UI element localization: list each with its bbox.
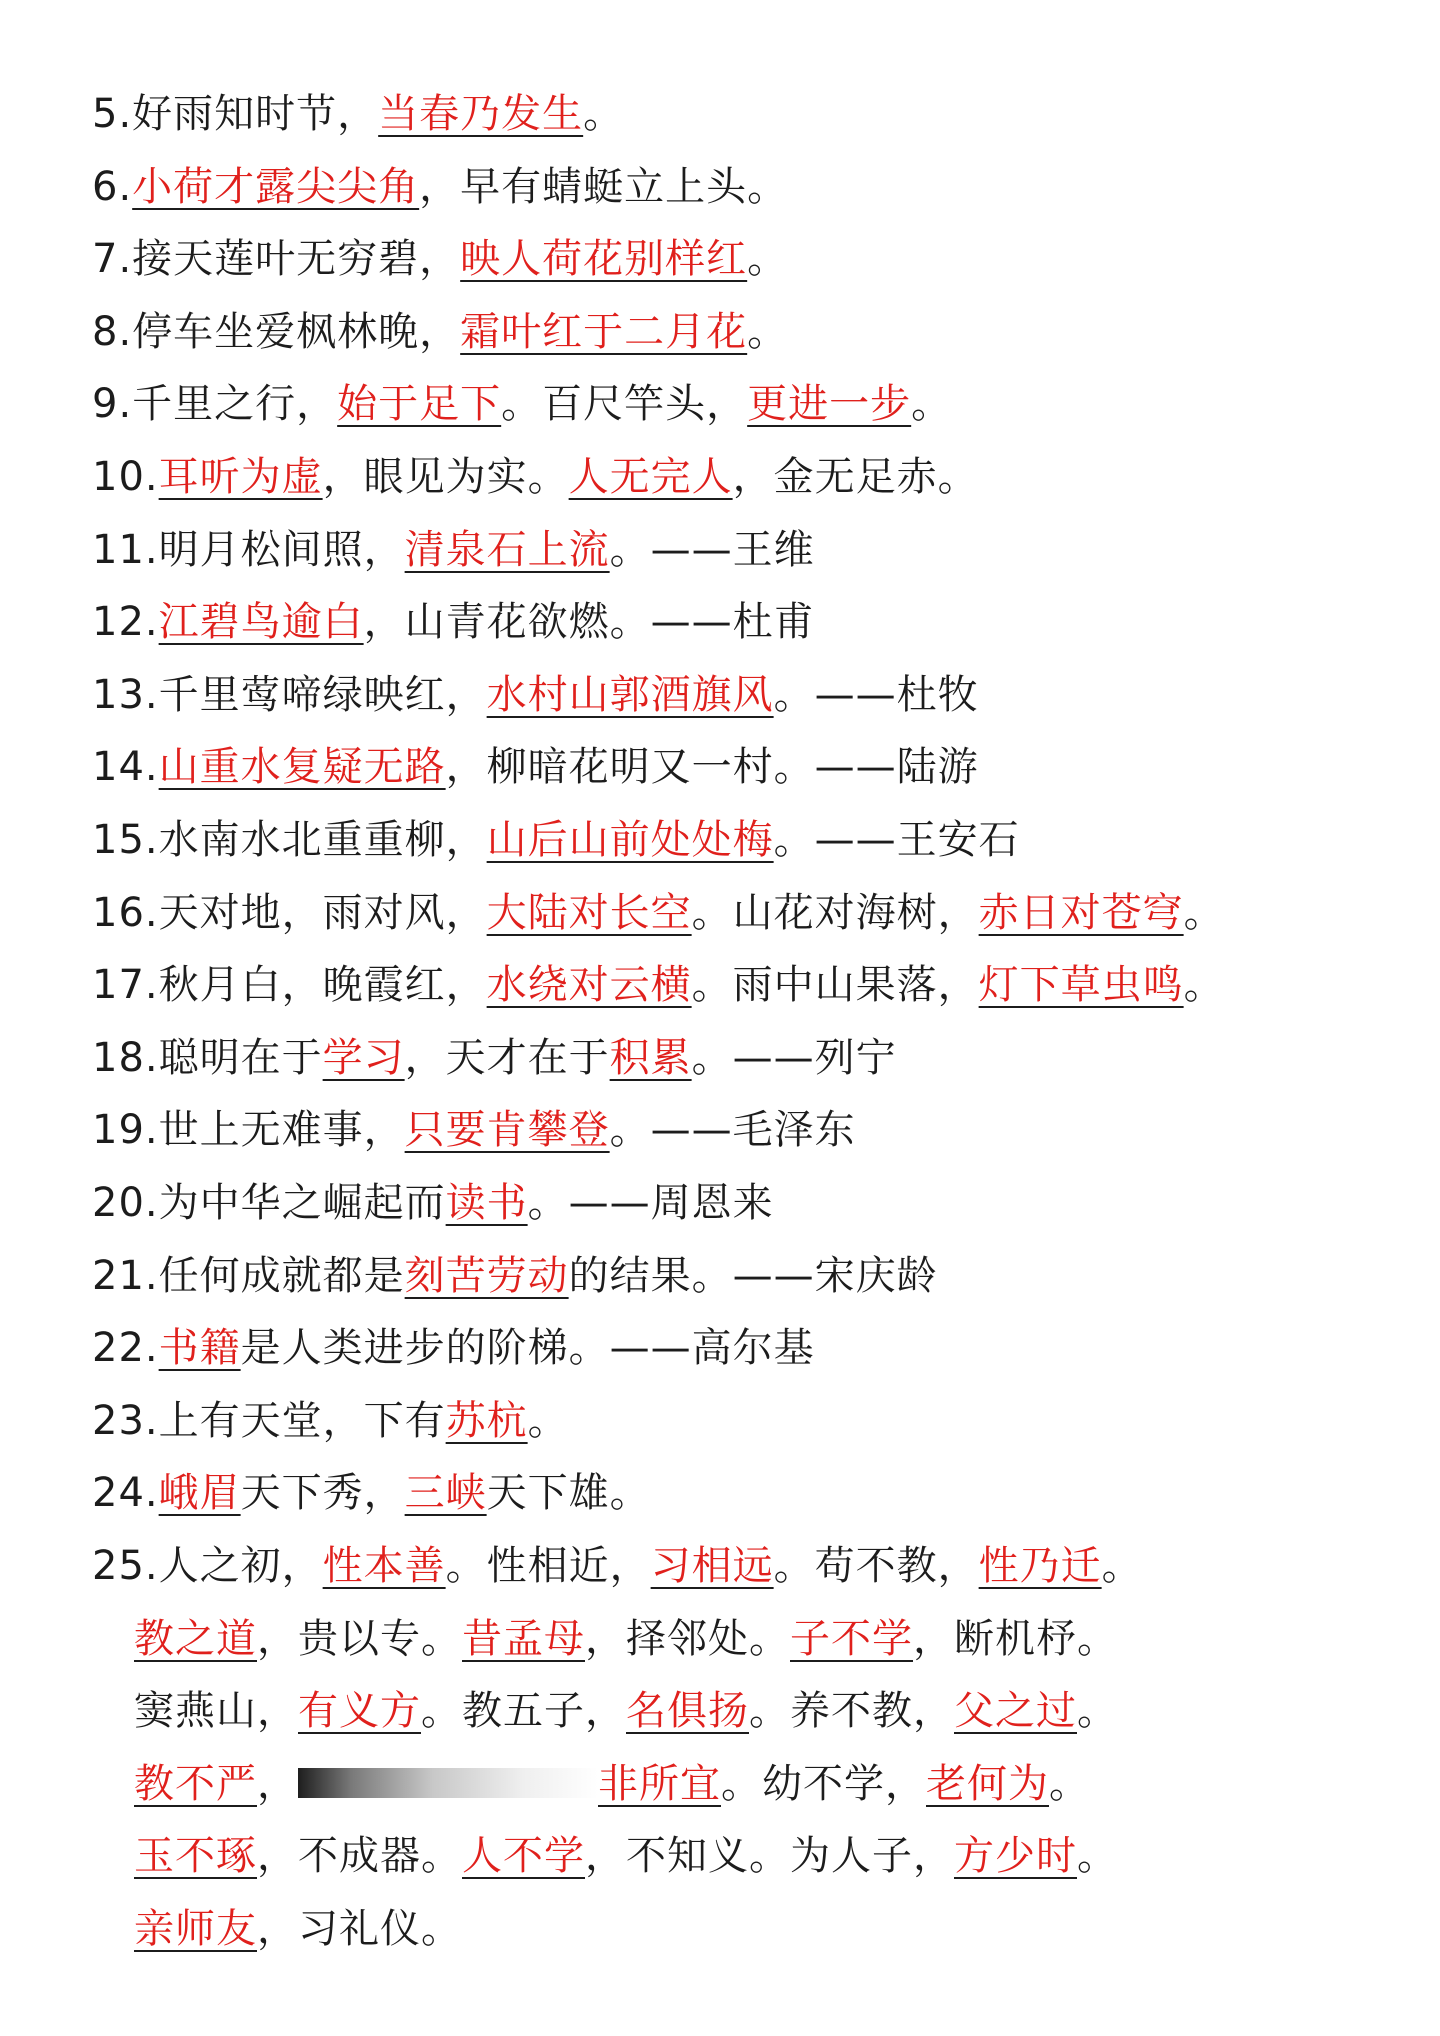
line-text: 。——列宁 [691,1034,897,1081]
line-text: ，眼见为实。 [322,454,569,500]
answer-text: 耳听为虚 [158,454,323,500]
answer-text: 水绕对云横 [486,962,692,1009]
line-text: 。幼不学， [721,1760,926,1807]
answer-text: 江碧鸟逾白 [158,599,364,646]
line-text: 19.世上无难事， [92,1107,405,1154]
line-text: 13.千里莺啼绿映红， [92,671,487,718]
poem-line [134,1603,1118,1675]
line-text: 20.为中华之崛起而 [92,1180,446,1226]
answer-text: 当春乃发生 [378,91,584,137]
answer-text: 老何为 [926,1760,1049,1807]
poem-line [92,804,1020,876]
poem-line [92,296,788,368]
answer-text: 父之过 [954,1688,1077,1735]
poem-line [92,586,815,658]
line-text: 。 [583,91,625,137]
answer-text: 习相远 [650,1543,774,1589]
line-text: 。——王维 [609,526,815,573]
answer-text: 刻苦劳动 [404,1252,569,1299]
line-text: 22. [92,1325,159,1372]
line-text: ，柳暗花明又一村。——陆游 [445,744,979,791]
answer-text: 亲师友 [134,1906,257,1952]
poem-line [92,78,624,150]
poem-line [92,514,815,586]
poem-line [134,1748,1090,1820]
answer-text: 小荷才露尖尖角 [132,163,420,210]
answer-text: 大陆对长空 [486,889,692,936]
poem-line [92,731,979,803]
line-text: 天下雄。 [486,1470,651,1517]
line-text: 的结果。——宋庆龄 [568,1252,938,1299]
answer-text: 赤日对苍穹 [978,889,1184,936]
line-text: 。百尺竿头， [501,381,748,428]
line-text: ，山青花欲燃。——杜甫 [363,599,815,646]
line-text: 11.明月松间照， [92,526,405,573]
answer-text: 名俱扬 [626,1688,749,1735]
line-text: 。 [1077,1833,1118,1880]
poem-line [134,1675,1118,1747]
line-text: ， [257,1760,298,1807]
line-text: 7.接天莲叶无穷碧， [92,236,461,283]
line-text: ，择邻处。 [585,1615,790,1662]
answer-text: 山后山前处处梅 [486,817,774,863]
line-text: 。 [1183,962,1225,1009]
line-text: 。 [911,381,953,428]
poem-line [92,877,1225,949]
line-text: ，天才在于 [404,1034,610,1081]
line-text: 。——王安石 [773,817,1020,863]
answer-text: 始于足下 [337,381,502,428]
answer-text: 书籍 [158,1325,241,1372]
smudged-region [298,1768,598,1798]
answer-text: 山重水复疑无路 [158,744,446,791]
poem-line [92,1530,1143,1602]
answer-text: 方少时 [954,1833,1077,1880]
line-text: 21.任何成就都是 [92,1252,405,1299]
line-text: ，金无足赤。 [732,454,979,500]
answer-text: 人不学 [462,1833,585,1880]
answer-text: 非所宜 [598,1760,721,1807]
line-text: 12. [92,599,159,646]
line-text: 9.千里之行， [92,381,338,428]
line-text: 。养不教， [749,1688,954,1735]
answer-text: 更进一步 [747,381,912,428]
line-text: 。雨中山果落， [691,962,979,1009]
poem-line [134,1820,1118,1892]
poem-line [92,441,979,513]
answer-text: 子不学 [790,1615,913,1662]
line-text: 6. [92,163,133,210]
answer-text: 灯下草虫鸣 [978,962,1184,1009]
line-text: 。 [1077,1688,1118,1735]
line-text: 23.上有天堂，下有 [92,1397,446,1444]
line-text: 。——周恩来 [527,1180,774,1226]
poem-line [92,151,788,223]
line-text: 25.人之初， [92,1543,323,1589]
line-text: 。 [527,1397,569,1444]
poem-line [92,1094,856,1166]
answer-text: 苏杭 [445,1397,528,1444]
answer-text: 学习 [322,1034,405,1081]
line-text: 8.停车坐爱枫林晚， [92,308,461,355]
poem-line [92,1312,815,1384]
line-text: 。教五子， [421,1688,626,1735]
line-text: ，早有蜻蜓立上头。 [419,163,789,210]
poem-line [92,1385,569,1457]
line-text: ，不知义。为人子， [585,1833,954,1880]
line-text: 5.好雨知时节， [92,91,379,137]
answer-text: 玉不琢 [134,1833,257,1880]
line-text: ，习礼仪。 [257,1906,462,1952]
poem-line [134,1893,462,1965]
line-text: 。 [1101,1543,1143,1589]
line-text: 。苟不教， [773,1543,979,1589]
answer-text: 水村山郭酒旗风 [486,671,774,718]
answer-text: 只要肯攀登 [404,1107,610,1154]
poem-line [92,1240,938,1312]
poem-line [92,368,952,440]
answer-text: 教之道 [134,1615,257,1662]
line-text: ，不成器。 [257,1833,462,1880]
line-text: 。 [1049,1760,1090,1807]
poem-line [92,949,1225,1021]
line-text: 是人类进步的阶梯。——高尔基 [240,1325,815,1372]
answer-text: 霜叶红于二月花 [460,308,748,355]
line-text: 16.天对地，雨对风， [92,889,487,936]
answer-text: 人无完人 [568,454,733,500]
answer-text: 读书 [445,1180,528,1226]
line-text: 24. [92,1470,159,1517]
line-text: 。 [1183,889,1225,936]
line-text: 。性相近， [445,1543,651,1589]
poem-line [92,1022,897,1094]
answer-text: 昔孟母 [462,1615,585,1662]
line-text: 。——杜牧 [773,671,979,718]
poem-line [92,1457,651,1529]
line-text: 15.水南水北重重柳， [92,817,487,863]
answer-text: 三峡 [404,1470,487,1517]
line-text: ，贵以专。 [257,1615,462,1662]
answer-text: 清泉石上流 [404,526,610,573]
line-text: 。 [747,308,789,355]
line-text: 。山花对海树， [691,889,979,936]
poem-line [92,1167,774,1239]
line-text: ，断机杼。 [913,1615,1118,1662]
line-text: 天下秀， [240,1470,405,1517]
answer-text: 积累 [609,1034,692,1081]
line-text: 窦燕山， [134,1688,298,1735]
answer-text: 教不严 [134,1760,257,1807]
line-text: 。 [747,236,789,283]
line-text: 17.秋月白，晚霞红， [92,962,487,1009]
line-text: 14. [92,744,159,791]
poem-line [92,659,979,731]
poem-line [92,223,788,295]
line-text: 。——毛泽东 [609,1107,856,1154]
line-text: 10. [92,454,159,500]
answer-text: 有义方 [298,1688,421,1735]
line-text: 18.聪明在于 [92,1034,323,1081]
answer-text: 映人荷花别样红 [460,236,748,283]
answer-text: 峨眉 [158,1470,241,1517]
answer-text: 性乃迁 [978,1543,1102,1589]
answer-text: 性本善 [322,1543,446,1589]
